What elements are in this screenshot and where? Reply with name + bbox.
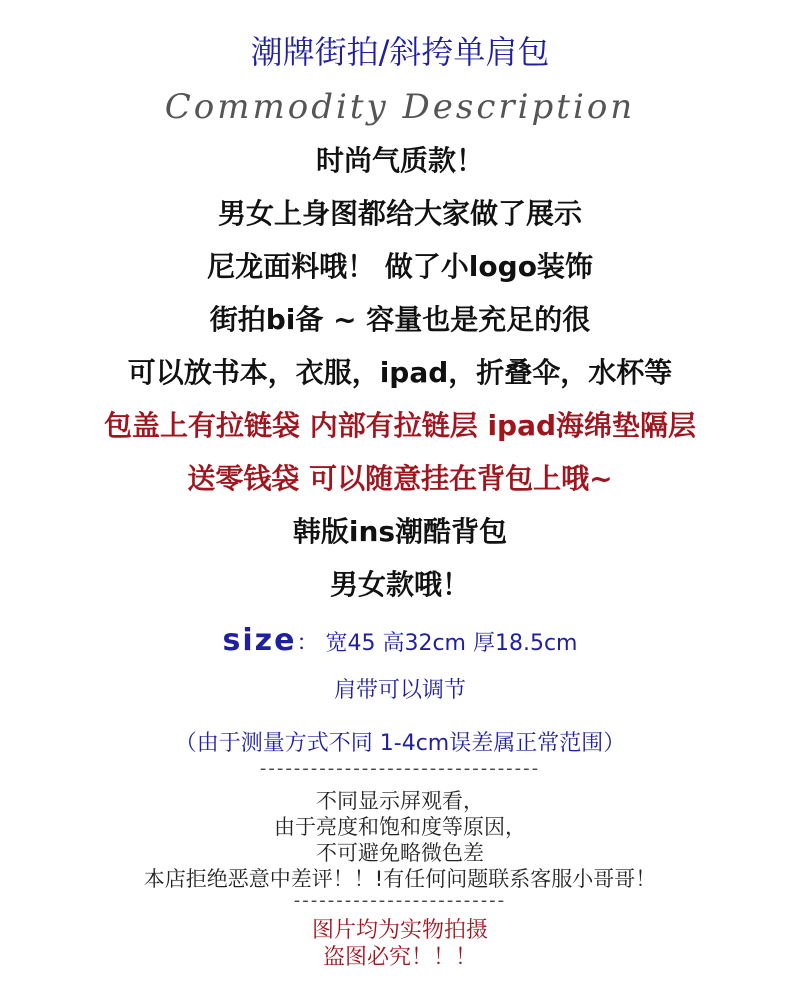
- strap-note: 肩带可以调节: [333, 678, 466, 703]
- feature-line: 时尚气质款！: [315, 144, 484, 177]
- measurement-note: （由于测量方式不同 1-4cm误差属正常范围）: [174, 731, 626, 756]
- disclaimer-line: 不同显示屏观看，: [316, 789, 484, 813]
- size-line: [0, 623, 800, 658]
- page-subtitle: Commodity Description: [164, 87, 636, 127]
- disclaimer-line: 不可避免略微色差: [316, 841, 484, 865]
- divider-short: -------------------------: [293, 890, 507, 911]
- highlight-line: 包盖上有拉链袋 内部有拉链层 ipad海绵垫隔层: [103, 409, 697, 442]
- feature-line: 男女上身图都给大家做了展示: [217, 197, 582, 230]
- copyright-line: 图片均为实物拍摄: [311, 918, 488, 943]
- copyright-line: 盗图必究！！！: [322, 945, 477, 970]
- disclaimer-line: 本店拒绝恶意中差评！！!有任何问题联系客服小哥哥！: [143, 867, 657, 891]
- style-line: 韩版ins潮酷背包: [292, 515, 508, 548]
- feature-line: 街拍bi备 ~ 容量也是充足的很: [209, 303, 591, 336]
- size-label: size: [222, 623, 297, 658]
- page-title: 潮牌街拍/斜挎单肩包: [250, 33, 550, 71]
- disclaimer-line: 由于亮度和饱和度等原因，: [274, 815, 526, 839]
- size-value: ： 宽45 高32cm 厚18.5cm: [296, 631, 578, 656]
- style-line: 男女款哦！: [329, 568, 470, 601]
- feature-line: 可以放书本，衣服，ipad，折叠伞，水杯等: [127, 356, 673, 389]
- feature-line: 尼龙面料哦！ 做了小logo装饰: [207, 250, 593, 283]
- highlight-line: 送零钱袋 可以随意挂在背包上哦~: [187, 462, 613, 495]
- divider-long: ---------------------------------: [259, 758, 541, 779]
